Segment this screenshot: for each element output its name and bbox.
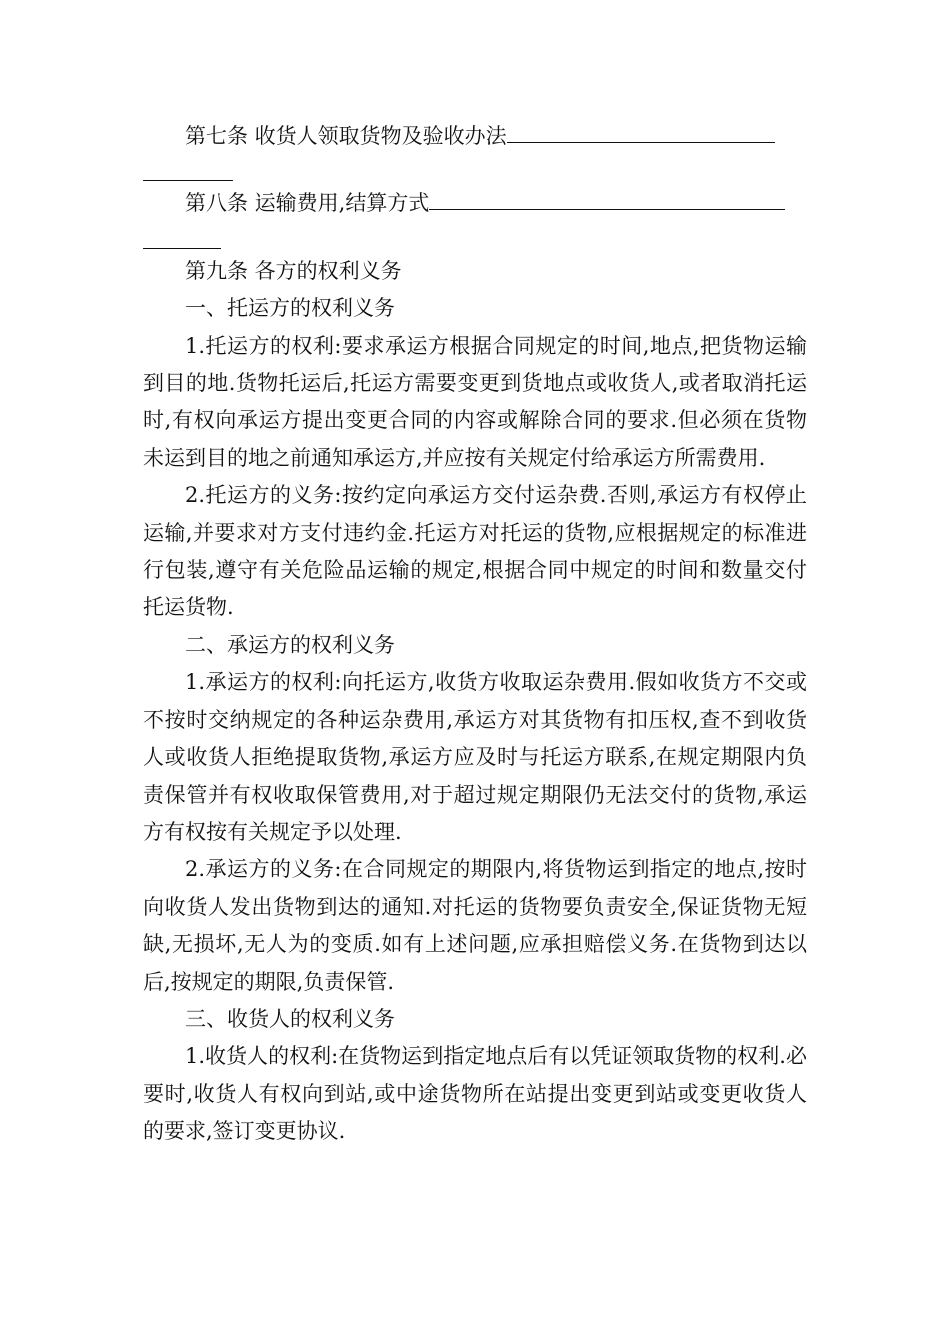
article-7-line <box>143 118 807 155</box>
article-7-text: 第七条 收货人领取货物及验收办法 <box>185 124 507 148</box>
section-2-paragraph-2: 2.承运方的义务:在合同规定的期限内,将货物运到指定的地点,按时向收货人发出货物到达的通知.对托运的货物要负责安全,保证货物无短缺,无损坏,无人为的变质.如有上述问题,应承担赔偿义务.在货物到达以后,按规定的期限,负责保管. <box>143 857 807 994</box>
section-2-heading: 二、承运方的权利义务 <box>185 632 395 657</box>
section-1-paragraph-2: 2.托运方的义务:按约定向承运方交付运杂费.否则,承运方有权停止运输,并要求对方支付违约金.托运方对托运的货物,应根据规定的标准进行包装,遵守有关危险品运输的规定,根据合同中规定的时间和数量交付托运货物. <box>143 483 807 620</box>
section-1-paragraph-1: 1.托运方的权利:要求承运方根据合同规定的时间,地点,把货物运输到目的地.货物托运后,托运方需要变更到货地点或收货人,或者取消托运时,有权向承运方提出变更合同的内容或解除合同的要求.但必须在货物未运到目的地之前通知承运方,并应按有关规定付给承运方所需费用. <box>143 333 807 470</box>
article-8-text: 第八条 运输费用,结算方式 <box>185 191 430 216</box>
article-9-heading: 第九条 各方的权利义务 <box>185 258 402 283</box>
section-2-paragraph-1: 1.承运方的权利:向托运方,收货方收取运杂费用.假如收货方不交或不按时交纳规定的各种运杂费用,承运方对其货物有扣压权,查不到收货人或收货人拒绝提取货物,承运方应及时与托运方联系,在规定期限内负责保管并有权收取保管费用,对于超过规定期限仍无法交付的货物,承运方有权按有关规定予以处理. <box>143 670 807 844</box>
section-3-heading: 三、收货人的权利义务 <box>185 1006 395 1031</box>
section-1-heading: 一、托运方的权利义务 <box>185 296 395 321</box>
document-body <box>143 118 807 1151</box>
section-3-paragraph-1: 1.收货人的权利:在货物运到指定地点后有以凭证领取货物的权利.必要时,收货人有权向到站,或中途货物所在站提出变更到站或变更收货人的要求,签订变更协议. <box>143 1044 807 1144</box>
article-7-blank <box>507 120 775 143</box>
article-7-blank-continued <box>143 155 233 181</box>
article-8-blank-continued <box>143 223 221 249</box>
article-8-line <box>143 185 807 222</box>
article-8-blank <box>429 187 785 210</box>
